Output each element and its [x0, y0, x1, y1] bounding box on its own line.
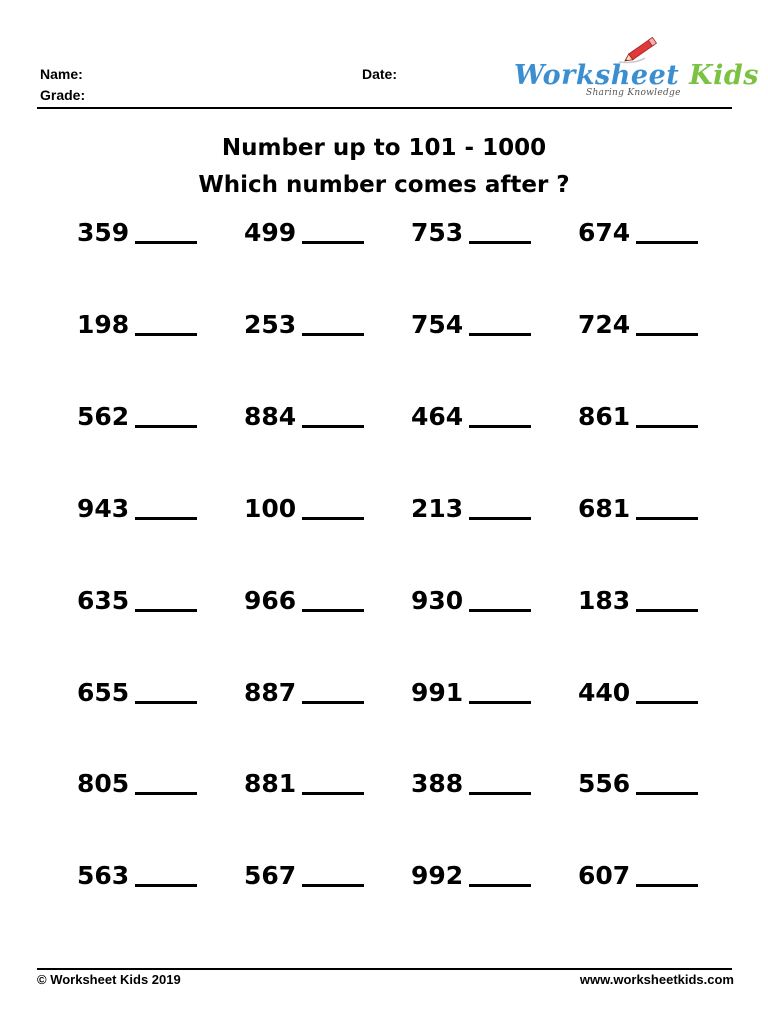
problem-number: 930	[411, 586, 464, 615]
problem-number: 992	[411, 861, 464, 890]
problem-number: 388	[411, 769, 464, 798]
worksheet-title: Number up to 101 - 1000	[221, 135, 547, 161]
answer-blank[interactable]	[302, 884, 364, 887]
answer-blank[interactable]	[469, 241, 531, 244]
problem-item	[244, 492, 369, 532]
problem-item	[578, 584, 703, 624]
problem-item	[411, 492, 536, 532]
answer-blank[interactable]	[636, 701, 698, 704]
logo-word-kids: Kids	[689, 60, 759, 91]
answer-blank[interactable]	[636, 884, 698, 887]
problem-number: 887	[244, 678, 297, 707]
problem-item	[411, 676, 536, 716]
answer-blank[interactable]	[636, 333, 698, 336]
answer-blank[interactable]	[636, 241, 698, 244]
problem-number: 556	[578, 769, 631, 798]
problem-number: 674	[578, 218, 631, 247]
answer-blank[interactable]	[469, 792, 531, 795]
problem-item	[578, 767, 703, 807]
problem-number: 464	[411, 402, 464, 431]
problem-item	[77, 767, 202, 807]
worksheet-instruction: Which number comes after ?	[198, 172, 570, 198]
problem-item	[578, 859, 703, 899]
answer-blank[interactable]	[302, 241, 364, 244]
problem-number: 805	[77, 769, 130, 798]
problem-number: 198	[77, 310, 130, 339]
logo-word-worksheet: Worksheet	[514, 60, 680, 91]
problem-number: 635	[77, 586, 130, 615]
problem-number: 966	[244, 586, 297, 615]
problem-item	[244, 400, 369, 440]
problem-item	[411, 216, 536, 256]
problem-number: 943	[77, 494, 130, 523]
answer-blank[interactable]	[636, 517, 698, 520]
problem-item	[578, 216, 703, 256]
problem-number: 861	[578, 402, 631, 431]
problem-item	[77, 492, 202, 532]
date-label: Date:	[362, 66, 398, 82]
problem-number: 881	[244, 769, 297, 798]
problem-number: 884	[244, 402, 297, 431]
answer-blank[interactable]	[302, 701, 364, 704]
answer-blank[interactable]	[469, 884, 531, 887]
answer-blank[interactable]	[302, 517, 364, 520]
answer-blank[interactable]	[135, 792, 197, 795]
problem-item	[244, 767, 369, 807]
problem-number: 724	[578, 310, 631, 339]
problem-item	[578, 400, 703, 440]
answer-blank[interactable]	[135, 884, 197, 887]
logo-tagline: Sharing Knowledge	[586, 88, 681, 98]
problem-item	[77, 308, 202, 348]
problem-number: 563	[77, 861, 130, 890]
problem-item	[244, 216, 369, 256]
problem-number: 213	[411, 494, 464, 523]
problem-item	[411, 308, 536, 348]
problem-item	[411, 859, 536, 899]
problem-item	[578, 676, 703, 716]
problem-item	[77, 400, 202, 440]
answer-blank[interactable]	[302, 609, 364, 612]
answer-blank[interactable]	[469, 333, 531, 336]
problem-number: 499	[244, 218, 297, 247]
footer-website: www.worksheetkids.com	[579, 972, 734, 987]
answer-blank[interactable]	[636, 792, 698, 795]
problem-number: 100	[244, 494, 297, 523]
problem-item	[244, 308, 369, 348]
answer-blank[interactable]	[302, 792, 364, 795]
problem-number: 183	[578, 586, 631, 615]
answer-blank[interactable]	[636, 609, 698, 612]
answer-blank[interactable]	[469, 609, 531, 612]
problem-item	[244, 676, 369, 716]
problem-number: 567	[244, 861, 297, 890]
answer-blank[interactable]	[469, 517, 531, 520]
answer-blank[interactable]	[135, 425, 197, 428]
problem-item	[411, 767, 536, 807]
problem-item	[578, 308, 703, 348]
problem-item	[77, 216, 202, 256]
answer-blank[interactable]	[302, 333, 364, 336]
answer-blank[interactable]	[135, 333, 197, 336]
footer-divider	[37, 968, 732, 970]
problem-number: 754	[411, 310, 464, 339]
problem-item	[411, 584, 536, 624]
problem-number: 440	[578, 678, 631, 707]
problem-number: 359	[77, 218, 130, 247]
answer-blank[interactable]	[135, 609, 197, 612]
problem-number: 681	[578, 494, 631, 523]
problem-item	[411, 400, 536, 440]
answer-blank[interactable]	[469, 425, 531, 428]
problem-number: 253	[244, 310, 297, 339]
problem-number: 607	[578, 861, 631, 890]
problem-number: 991	[411, 678, 464, 707]
name-label: Name:	[40, 66, 83, 82]
problem-number: 753	[411, 218, 464, 247]
problem-item	[578, 492, 703, 532]
problem-number: 562	[77, 402, 130, 431]
problem-item	[244, 859, 369, 899]
answer-blank[interactable]	[135, 701, 197, 704]
answer-blank[interactable]	[302, 425, 364, 428]
problem-item	[77, 859, 202, 899]
answer-blank[interactable]	[469, 701, 531, 704]
problem-item	[77, 676, 202, 716]
answer-blank[interactable]	[636, 425, 698, 428]
problem-number: 655	[77, 678, 130, 707]
answer-blank[interactable]	[135, 517, 197, 520]
answer-blank[interactable]	[135, 241, 197, 244]
problem-item	[77, 584, 202, 624]
grade-label: Grade:	[40, 87, 86, 103]
footer-copyright: © Worksheet Kids 2019	[37, 972, 181, 987]
problem-item	[244, 584, 369, 624]
